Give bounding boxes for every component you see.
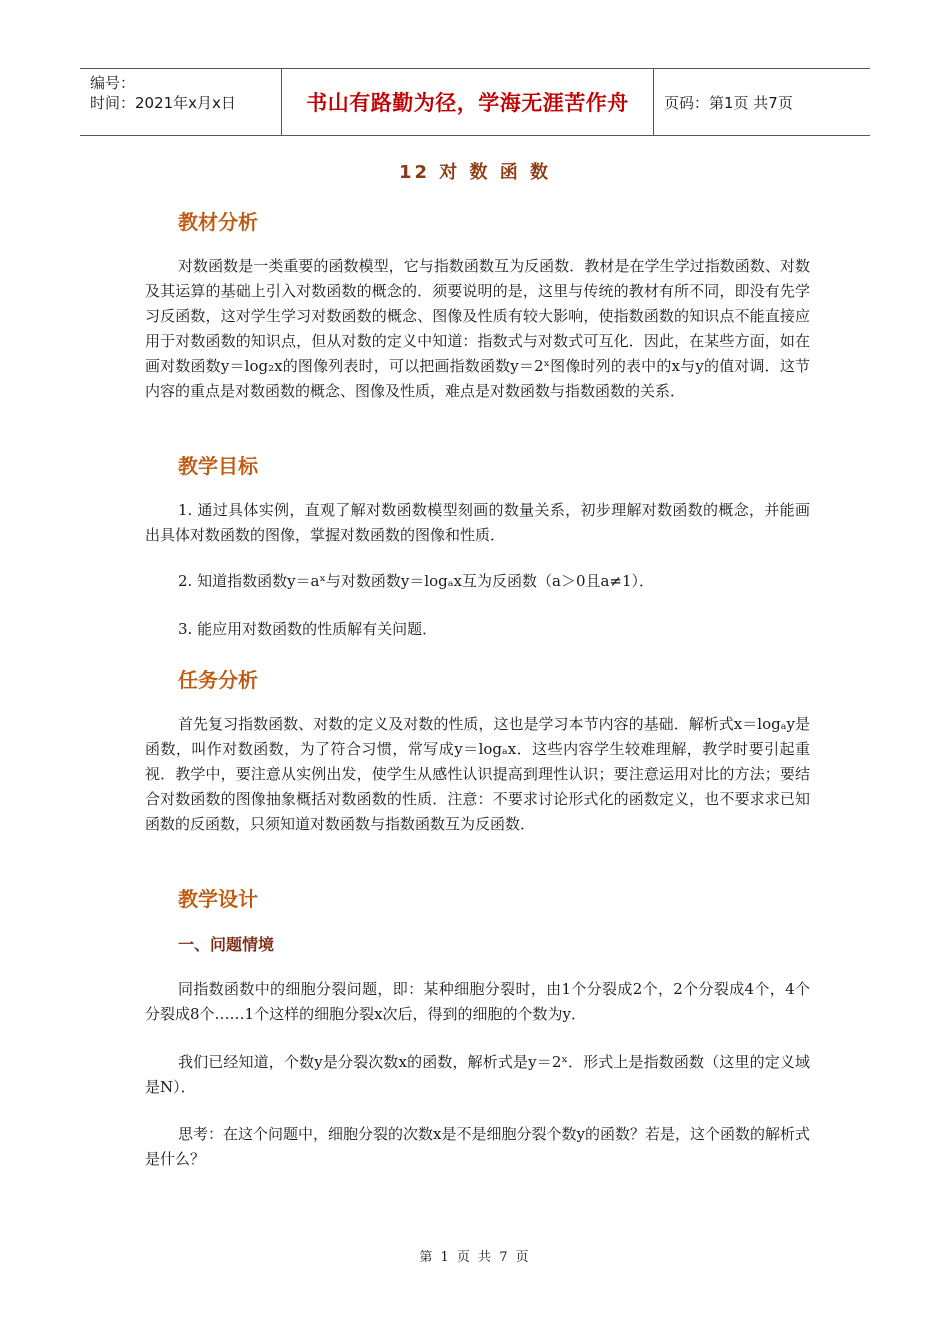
code-label: 编号： <box>90 74 136 92</box>
motto: 书山有路勤为径，学海无涯苦作舟 <box>306 91 629 115</box>
section-heading-task-analysis: 任务分析 <box>178 668 258 692</box>
time-label: 时间：2021年x月x日 <box>90 94 236 112</box>
paragraph: 同指数函数中的细胞分裂问题，即：某种细胞分裂时，由1个分裂成2个，2个分裂成4个，4个分裂成8个……1个这样的细胞分裂x次后，得到的细胞的个数为y． <box>145 980 810 1023</box>
paragraph: 2. 知道指数函数y＝aˣ与对数函数y＝logₐx互为反函数（a＞0且a≠1）． <box>178 572 655 590</box>
section-heading-teaching-goals: 教学目标 <box>178 454 258 478</box>
document-header <box>80 68 870 136</box>
paragraph: 3. 能应用对数函数的性质解有关问题． <box>178 620 438 638</box>
paragraph: 1. 通过具体实例，直观了解对数函数模型刻画的数量关系，初步理解对数函数的概念，并能画出具体对数函数的图像，掌握对数函数的图像和性质． <box>145 501 810 544</box>
page-info: 页码：第1页 共7页 <box>664 93 793 112</box>
paragraph: 首先复习指数函数、对数的定义及对数的性质，这也是学习本节内容的基础．解析式x＝logₐy是函数，叫作对数函数，为了符合习惯，常写成y＝logₐx．这些内容学生较难理解，教学时要引起重视．教学中，要注意从实例出发，使学生从感性认识提高到理性认识；要注意运用对比的方法；要结合对数函数的图像抽象概括对数函数的性质．注意：不要求讨论形式化的函数定义，也不要求求已知函数的反函数，只须知道对数函数与指数函数互为反函数． <box>145 715 810 833</box>
paragraph: 对数函数是一类重要的函数模型，它与指数函数互为反函数．教材是在学生学过指数函数、对数及其运算的基础上引入对数函数的概念的．须要说明的是，这里与传统的教材有所不同，即没有先学习反函数，这对学生学习对数函数的概念、图像及性质有较大影响，使指数函数的知识点不能直接应用于对数函数的知识点，但从对数的定义中知道：指数式与对数式可互化．因此，在某些方面，如在画对数函数y＝log₂x的图像列表时，可以把画指数函数y＝2ˣ图像时列的表中的x与y的值对调．这节内容的重点是对数函数的概念、图像及性质，难点是对数函数与指数函数的关系． <box>145 257 810 400</box>
section-heading-textbook-analysis: 教材分析 <box>178 210 258 234</box>
paragraph: 我们已经知道，个数y是分裂次数x的函数，解析式是y＝2ˣ．形式上是指数函数（这里的定义域是N）． <box>145 1053 810 1096</box>
page-footer: 第 1 页 共 7 页 <box>419 1250 531 1265</box>
header-page-cell <box>654 69 870 135</box>
section-heading-teaching-design: 教学设计 <box>178 887 258 911</box>
header-meta <box>80 69 282 135</box>
header-motto-cell <box>282 69 654 135</box>
paragraph: 思考：在这个问题中，细胞分裂的次数x是不是细胞分裂个数y的函数？若是，这个函数的解析式是什么？ <box>145 1125 810 1168</box>
document-title: 12 对 数 函 数 <box>398 162 552 183</box>
subsection-heading-problem-situation: 一、问题情境 <box>178 935 275 954</box>
